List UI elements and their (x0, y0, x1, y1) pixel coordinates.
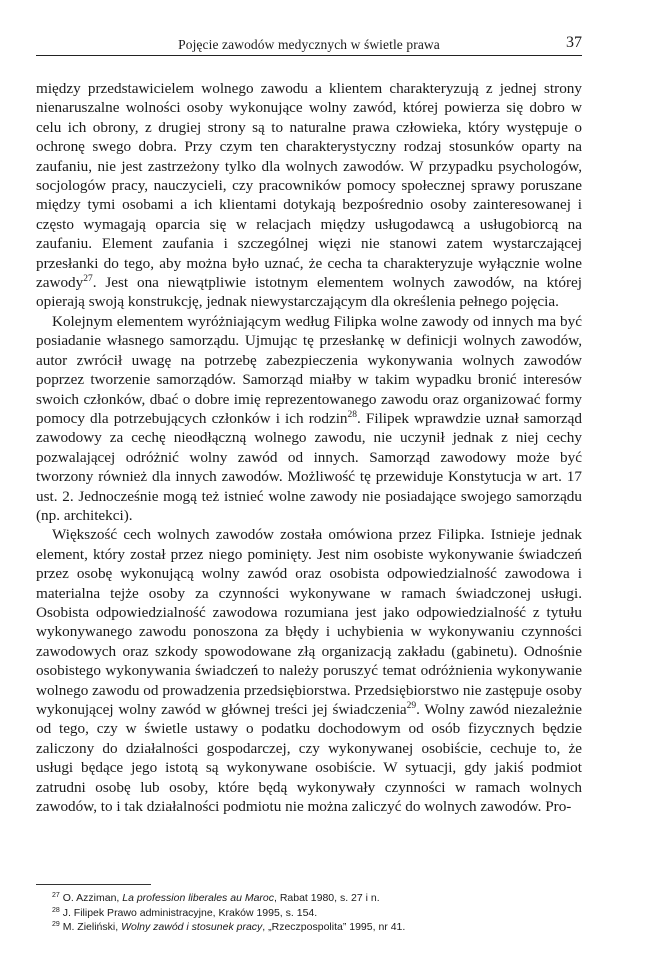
footnote-rest: , „Rzeczpospolita” 1995, nr 41. (262, 921, 406, 933)
footnote-rule (36, 884, 151, 885)
footnote (52, 920, 572, 935)
footnote-rest: , Rabat 1980, s. 27 i n. (274, 892, 380, 904)
footnote-number: 29 (52, 921, 60, 928)
text-segment: . Jest ona niewątpliwie istotnym elementem wolnych zawodów, na której opierają swoją konstrukcję, jednak niewystarczającym dla określenia pełnego pojęcia. (36, 274, 582, 311)
footnote-number: 27 (52, 892, 60, 899)
footnotes (52, 891, 572, 935)
footnote-title: Wolny zawód i stosunek pracy (121, 921, 263, 933)
paragraph (36, 312, 582, 525)
footnote-author: O. Azziman, (62, 892, 123, 904)
text-segment: . Wolny zawód niezależnie od tego, czy w świetle ustawy o podatku dochodowym od osób fizycznych będzie zaliczony do działalności gospodarczej, czy wykonywanej osobiście, cechuje to, że usługi będące jego istotą są wykonywane osobiście. W sytuacji, gdy jakiś podmiot zatrudni osobę lub osoby, które będą wykonywały czynności w ramach wolnych zawodów, to i tak działalności podmiotu nie można zaliczyć do wolnych zawodów. Pro- (36, 701, 582, 816)
footnote (52, 906, 572, 921)
footnote (52, 891, 572, 906)
paragraph (36, 79, 582, 312)
footnote-number: 28 (52, 906, 60, 914)
running-header (36, 33, 582, 56)
footnote-ref: 27 (83, 274, 93, 285)
running-title: Pojęcie zawodów medycznych w świetle prawa (178, 37, 440, 52)
text-segment: Większość cech wolnych zawodów została omówiona przez Filipka. Istnieje jednak element, który został przez niego pominięty. Jest nim osobiste wykonywanie świadczeń przez osobę wykonującą wolny zawód oraz osobista odpowiedzialność zawodowa i materialna tejże osoby za czynności wykonywane w ramach świadczonej usługi. Osobista odpowiedzialność zawodowa rozumiana jest jako odpowiedzialność z tytułu wykonywanego zawodu ponoszona za błędy i uchybienia w wykonywaniu czynności zawodowych oraz szkody spowodowane złą organizacją zakładu (gabinetu). Odnośnie osobistego wykonywania świadczeń to należy poruszyć temat odróżnienia wykonywanie wolnego zawodu od prowadzenia przedsiębiorstwa. Przedsiębiorstwo nie zastępuje osoby wykonującej wolny zawód w głównej treści jej świadczenia (36, 526, 582, 718)
footnote-title: La profession liberales au Maroc (122, 892, 274, 904)
footnote-author: J. Filipek Prawo administracyjne, Kraków 1995, s. 154. (62, 906, 318, 919)
text-segment: między przedstawicielem wolnego zawodu a klientem charakteryzują z jednej strony nienaruszalne wolności osoby wykonujące wolny zawód, której powierza się dobro w celu ich obrony, z drugiej strony są to naturalne prawa człowieka, który występuje o ochronę swego dobra. Przy czym ten charakterystyczny rodzaj stosunków oparty na zaufaniu, nie jest zastrzeżony tylko dla wolnych zawodów. W przypadku psychologów, socjologów pracy, nauczycieli, czy pracowników pomocy społecznej sprawy poruszane między tymi osobami a ich klientami dotykają bezpośrednio osoby zainteresowanej i często wymagają oparcia się w relacjach między usługodawcą a usługobiorcą na zaufaniu. Element zaufania i szczególnej więzi nie stanowi zatem wystarczającej przesłanki do tego, aby można było uznać, że cecha ta charakteryzuje wyłącznie wolne zawody (36, 80, 582, 292)
footnote-ref: 28 (347, 409, 358, 420)
text-segment: Kolejnym elementem wyróżniającym według Filipka wolne zawody od innych ma być posiadanie własnego samorządu. Ujmując tę przesłankę w definicji wolnych zawodów, autor zwrócił uwagę na potrzebę zabezpieczenia wykonywania wolnych zawodów poprzez tworzenie samorządów. Samorząd miałby w takim wypadku bronić interesów swoich członków, dbać o dobre imię reprezentowanego zawodu oraz organizować formy pomocy dla potrzebujących członków i ich rodzin (36, 312, 582, 427)
footnote-author: M. Zieliński, (62, 921, 122, 933)
page-number: 37 (566, 34, 582, 51)
footnote-ref: 29 (406, 701, 417, 711)
paragraph (36, 525, 582, 816)
body-text (36, 79, 582, 816)
text-segment: . Filipek wprawdzie uznał samorząd zawodowy za cechę nieodłączną wolnego zawodu, nie uczynił jednak z niej cechy pozwalającej odróżnić wolny zawód od innych. Samorząd zawodowy może być tworzony również dla innych zawodów. Możliwość tę przewiduje Konstytucja w art. 17 ust. 2. Jednocześnie mogą też istnieć wolne zawody nie posiadające swojego samorządu (np. architekci). (36, 409, 582, 524)
